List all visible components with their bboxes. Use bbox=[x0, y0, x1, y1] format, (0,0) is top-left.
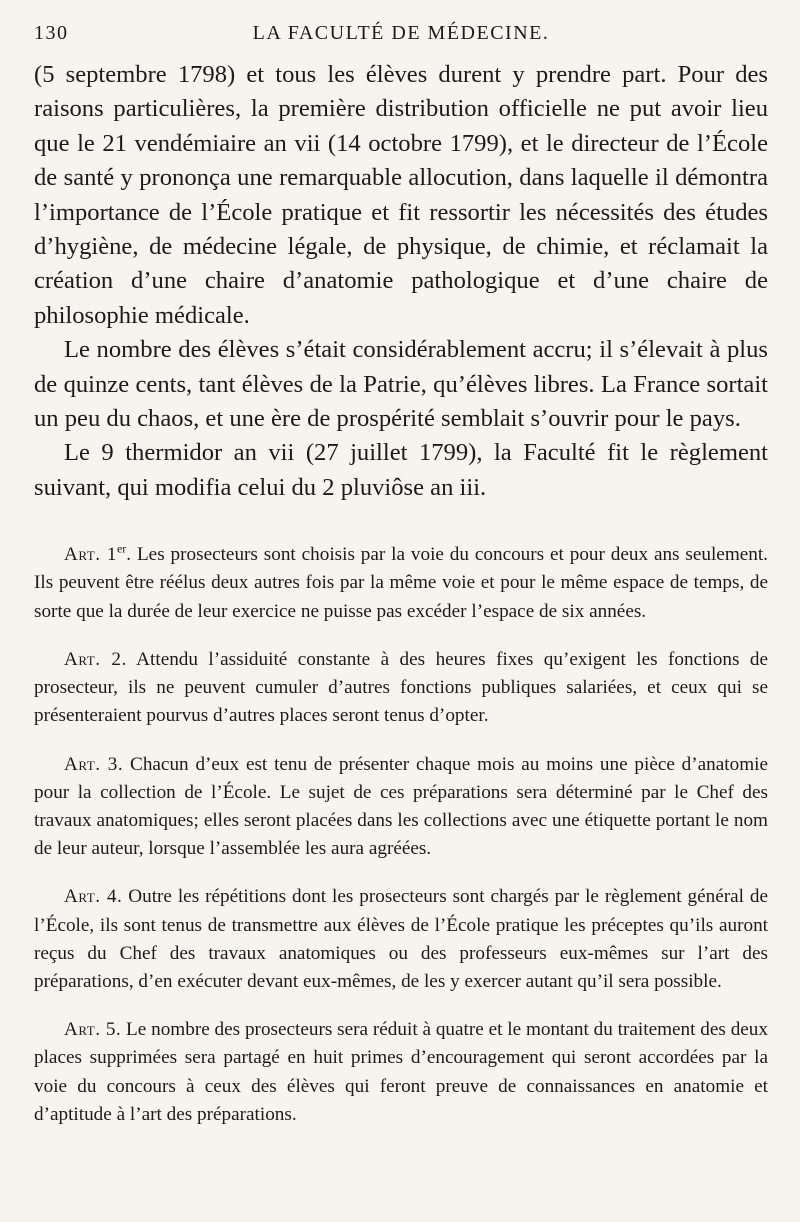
article-text: Les prosecteurs sont choisis par la voie du concours et pour deux ans seulement. Ils peuvent être réélus deux autres fois par la même voie et pour le même espace de temps, de sorte que la durée de leur exercice ne puisse pas excéder l’espace de six années. bbox=[34, 544, 768, 622]
article-label: Art. 2. bbox=[64, 648, 127, 670]
article bbox=[34, 541, 768, 626]
article-label: Art. 1 bbox=[64, 544, 117, 566]
article-text: Le nombre des prosecteurs sera réduit à quatre et le montant du traitement des deux places supprimées sera partagé en huit primes d’encouragement qui seront accordées par la voie du concours à ceux des élèves qui feront preuve de connaissances en anatomie et d’aptitude à l’art des préparations. bbox=[34, 1019, 768, 1125]
article bbox=[34, 646, 768, 731]
article bbox=[34, 1016, 768, 1129]
paragraph: (5 septembre 1798) et tous les élèves durent y prendre part. Pour des raisons particulières, la première distribution officielle ne put avoir lieu que le 21 vendémiaire an vii (14 octobre 1799), et le directeur de l’École de santé y prononça une remarquable allocution, dans laquelle il démontra l’importance de l’École pratique et fit ressortir les nécessités des études d’hygiène, de médecine légale, de physique, de chimie, et réclamait la création d’une chaire d’anatomie pathologique et d’une chaire de philosophie médicale. bbox=[34, 61, 768, 329]
article-label: Art. 5. bbox=[64, 1019, 122, 1041]
main-text bbox=[34, 58, 768, 505]
running-title: LA FACULTÉ DE MÉDECINE. bbox=[252, 22, 550, 44]
paragraph: Le 9 thermidor an vii (27 juillet 1799), la Faculté fit le règlement suivant, qui modifia celui du 2 pluviôse an iii. bbox=[34, 439, 768, 501]
article-label: Art. 3. bbox=[64, 753, 124, 775]
article-text: Chacun d’eux est tenu de présenter chaque mois au moins une pièce d’anatomie pour la collection de l’École. Le sujet de ces préparations sera déterminé par le Chef des travaux anatomiques; elles seront placées dans les collections avec une étiquette portant le nom de leur auteur, lorsque l’assemblée les aura agréées. bbox=[34, 753, 768, 860]
article-text: Attendu l’assiduité constante à des heures fixes qu’exigent les fonctions de prosecteur, ils ne peuvent cumuler d’autres fonctions publiques salariées, et ceux qui se présenteraient pourvus d’autres places seront tenus d’opter. bbox=[34, 648, 768, 727]
articles-list bbox=[34, 541, 768, 1129]
article-label-superscript: er bbox=[116, 541, 127, 556]
article bbox=[34, 883, 768, 996]
page-number: 130 bbox=[34, 22, 69, 44]
running-head bbox=[34, 22, 768, 56]
article bbox=[34, 751, 768, 864]
article-label: Art. 4. bbox=[64, 886, 123, 908]
article-text: Outre les répétitions dont les prosecteurs sont chargés par le règlement général de l’École, ils sont tenus de transmettre aux élèves de l’École pratique les préceptes qu’ils auront reçus du Chef des travaux anatomiques ou des professeurs eux-mêmes sur l’art des préparations, d’en exécuter devant eux-mêmes, de les y exercer autant qu’il sera possible. bbox=[34, 886, 768, 992]
article-label-punct: . bbox=[126, 544, 132, 566]
paragraph: Le nombre des élèves s’était considérablement accru; il s’élevait à plus de quinze cents, tant élèves de la Patrie, qu’élèves libres. La France sortait un peu du chaos, et une ère de prospérité semblait s’ouvrir pour le pays. bbox=[34, 336, 768, 433]
